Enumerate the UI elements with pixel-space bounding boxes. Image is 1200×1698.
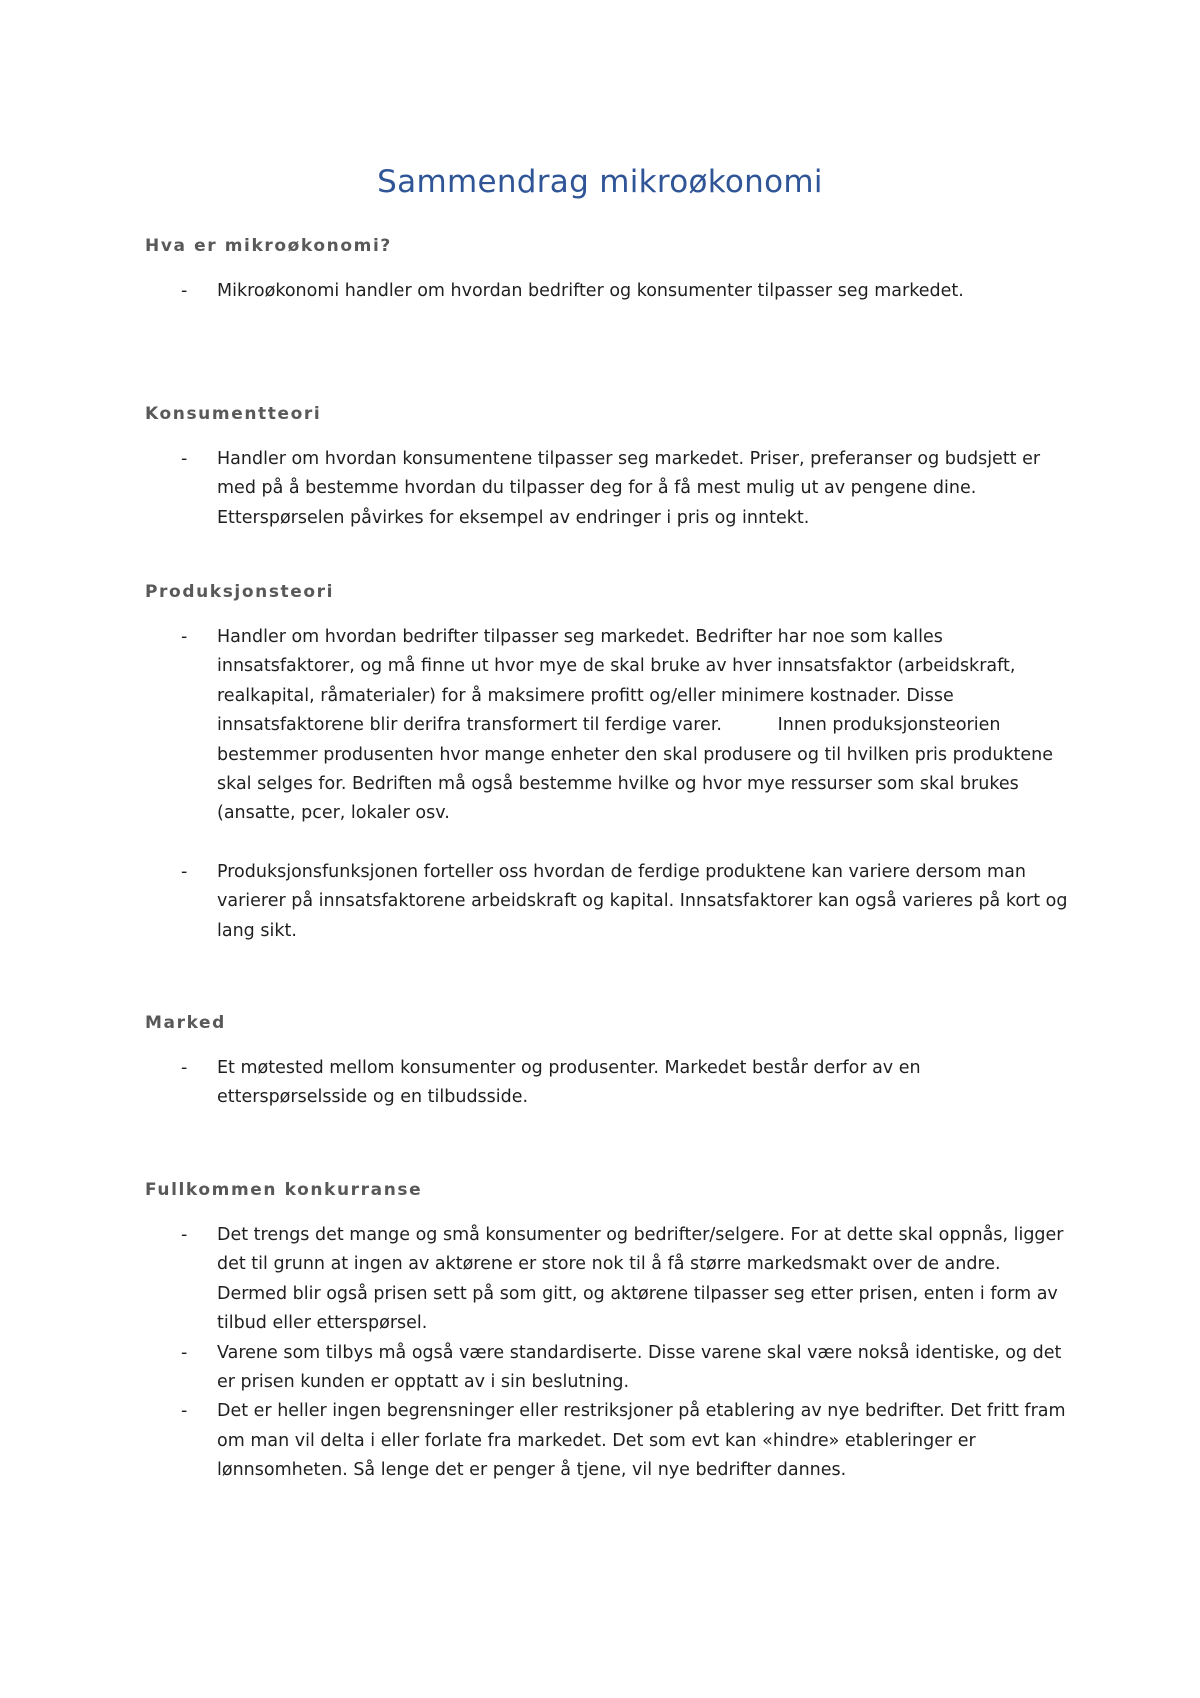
list-item	[145, 623, 1070, 829]
list-item-text: Det er heller ingen begrensninger eller restriksjoner på etablering av nye bedrifter. Det fritt fram om man vil delta i eller forlate fra markedet. Det som evt kan «hindre» etableringer er lønnsomheten. Så lenge det er penger å tjene, vil nye bedrifter dannes.	[217, 1401, 1066, 1481]
list-item-text: Handler om hvordan konsumentene tilpasser seg markedet. Priser, preferanser og budsjett er med på å bestemme hvordan du tilpasser deg for å få mest mulig ut av pengene dine. Etterspørselen påvirkes for eksempel av endringer i pris og inntekt.	[217, 449, 1041, 528]
list-item	[145, 858, 1070, 946]
list-item	[145, 1054, 1070, 1113]
bullet-dash: -	[181, 861, 188, 882]
section-heading: Produksjonsteori	[145, 582, 335, 602]
list-item-text: Produksjonsfunksjonen forteller oss hvordan de ferdige produktene kan variere dersom man varierer på innsatsfaktorene arbeidskraft og kapital. Innsatsfaktorer kan også varieres på kort og lang sikt.	[217, 861, 1068, 941]
bullet-dash: -	[181, 1401, 188, 1422]
list-item	[145, 1339, 1070, 1398]
section-market	[145, 1013, 1070, 1113]
section-heading: Fullkommen konkurranse	[145, 1180, 423, 1200]
page-title: Sammendrag mikroøkonomi	[377, 164, 823, 200]
bullet-dash: -	[181, 1342, 188, 1363]
bullet-list	[145, 445, 1070, 533]
list-item	[145, 1221, 1070, 1339]
section-heading: Marked	[145, 1013, 226, 1033]
bullet-dash: -	[181, 627, 188, 647]
section-production-theory	[145, 582, 1070, 946]
list-item-text: Mikroøkonomi handler om hvordan bedrifter og konsumenter tilpasser seg markedet.	[217, 281, 964, 301]
list-item-text: Varene som tilbys må også være standardiserte. Disse varene skal være nokså identiske, og det er prisen kunden er opptatt av i sin beslutning.	[217, 1342, 1062, 1393]
bullet-list	[145, 277, 1070, 306]
bullet-list	[145, 1221, 1070, 1486]
section-heading: Hva er mikroøkonomi?	[145, 236, 392, 256]
list-item	[145, 277, 1070, 306]
section-consumer-theory	[145, 404, 1070, 533]
list-item-text: Det trengs det mange og små konsumenter og bedrifter/selgere. For at dette skal oppnås, ligger det til grunn at ingen av aktørene er store nok til å få større markedsmakt over de andre. Dermed blir også prisen sett på som gitt, og aktørene tilpasser seg etter prisen, enten i form av tilbud eller etterspørsel.	[217, 1225, 1064, 1334]
bullet-dash: -	[181, 1225, 188, 1245]
bullet-list	[145, 623, 1070, 946]
section-heading: Konsumentteori	[145, 404, 322, 424]
list-item-text: Et møtested mellom konsumenter og produsenter. Markedet består derfor av en etterspørselsside og en tilbudsside.	[217, 1058, 921, 1108]
list-item-text: Handler om hvordan bedrifter tilpasser seg markedet. Bedrifter har noe som kalles innsatsfaktorer, og må finne ut hvor mye de skal bruke av hver innsatsfaktor (arbeidskraft, realkapital, råmaterialer) for å maksimere profitt og/eller minimere kostnader. Disse innsatsfaktorene blir derifra transformert til ferdige varer. Innen produksjonsteorien bestemmer produsenten hvor mange enheter den skal produsere og til hvilken pris produktene skal selges for. Bedriften må også bestemme hvilke og hvor mye ressurser som skal brukes (ansatte, pcer, lokaler osv.	[217, 627, 1059, 824]
section-perfect-competition	[145, 1180, 1070, 1486]
bullet-dash: -	[181, 281, 188, 301]
bullet-dash: -	[181, 449, 188, 469]
section-intro	[145, 236, 1070, 306]
list-item	[145, 445, 1070, 533]
bullet-list	[145, 1054, 1070, 1113]
list-item	[145, 1397, 1070, 1485]
bullet-dash: -	[181, 1058, 188, 1078]
